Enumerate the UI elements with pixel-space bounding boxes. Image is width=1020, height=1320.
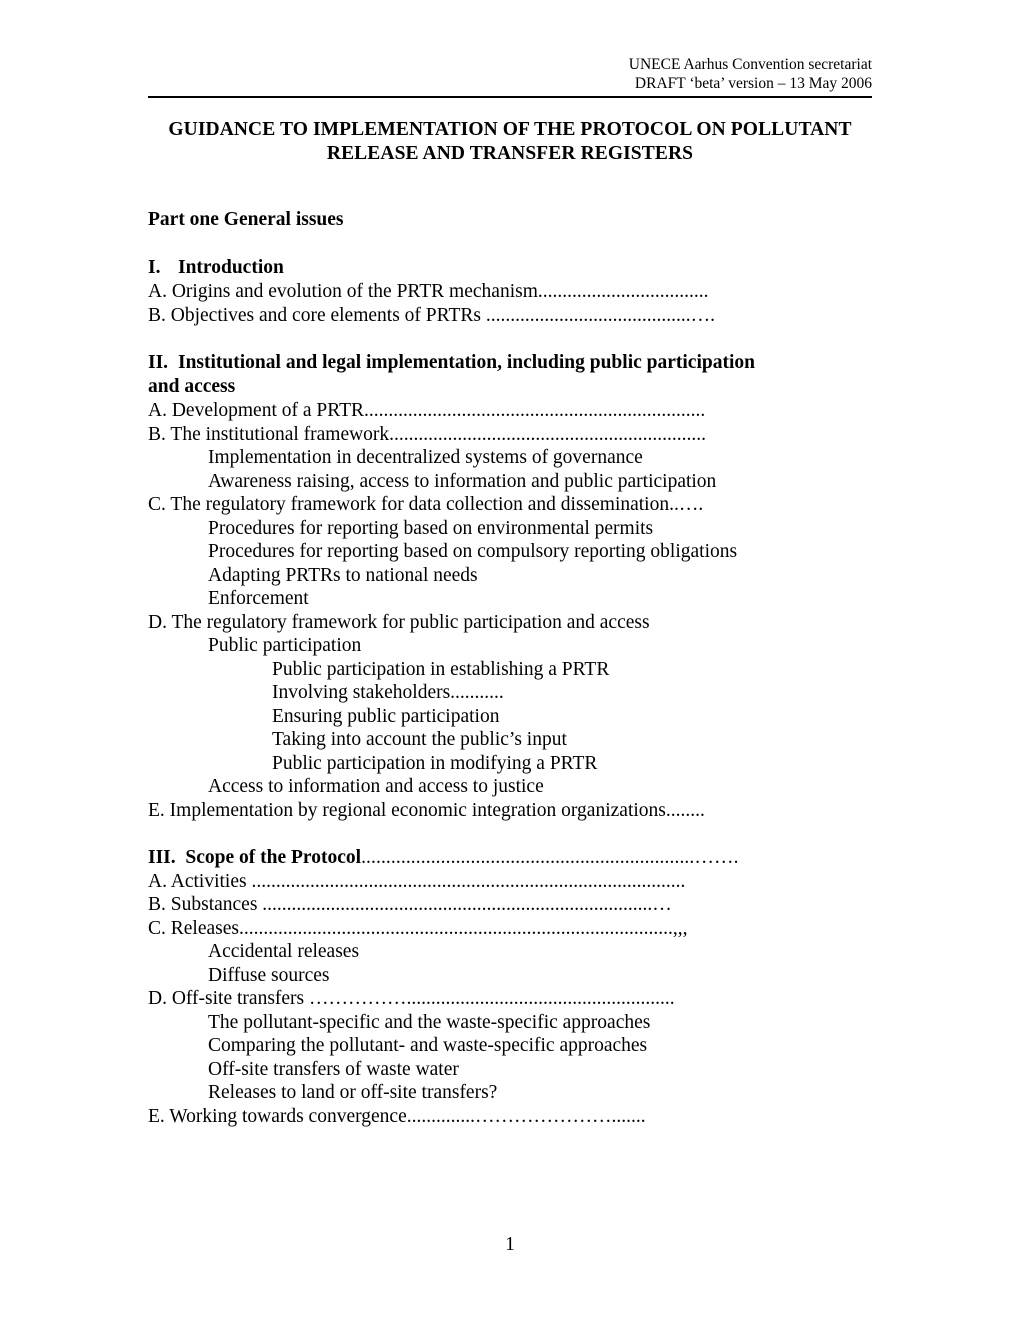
section-title-1: Introduction [178, 257, 284, 278]
page-number: 1 [505, 1234, 515, 1255]
section-heading-1 [148, 256, 888, 280]
section-title-2-line-1: Institutional and legal implementation, including public participation [178, 352, 755, 373]
toc-entry: Public participation [208, 635, 362, 656]
section-3-leader: ...................................................................……. [361, 847, 739, 868]
toc-entry: Public participation in modifying a PRTR [272, 752, 598, 774]
header-organization: UNECE Aarhus Convention secretariat [628, 56, 872, 73]
toc-entry: Ensuring public participation [272, 705, 500, 727]
toc-entry: B. Objectives and core elements of PRTRs ..........................................…. [148, 304, 715, 326]
page-header [148, 55, 872, 93]
toc-entry: Accidental releases [208, 941, 360, 962]
toc-entry: Releases to land or off-site transfers? [208, 1082, 498, 1103]
toc-entry: A. Origins and evolution of the PRTR mechanism................................... [148, 281, 709, 302]
toc-entry: Awareness raising, access to information and public participation [208, 470, 717, 492]
toc-entry: D. Off-site transfers ……………....................................................... [148, 988, 675, 1009]
toc-entry: A. Development of a PRTR...................................................................... [148, 400, 706, 421]
toc-entry: E. Working towards convergence..............…………………....... [148, 1105, 646, 1127]
toc-entry: Access to information and access to justice [208, 776, 544, 797]
toc-entry: The pollutant-specific and the waste-specific approaches [208, 1011, 651, 1033]
toc-entry: Taking into account the public’s input [272, 729, 567, 750]
header-draft-version: DRAFT ‘beta’ version – 13 May 2006 [634, 75, 872, 92]
spacer [148, 232, 888, 256]
toc-entry: Adapting PRTRs to national needs [208, 564, 478, 586]
toc-entry: Off-site transfers of waste water [208, 1058, 459, 1080]
toc-entry: Procedures for reporting based on compulsory reporting obligations [208, 541, 738, 562]
section-number-1: I. [148, 257, 161, 278]
document-title-line-2: RELEASE AND TRANSFER REGISTERS [326, 143, 694, 164]
toc-entry: D. The regulatory framework for public participation and access [148, 611, 650, 633]
toc-entry: B. Substances ................................................................................… [148, 894, 672, 915]
toc-entry: Involving stakeholders........... [272, 682, 504, 703]
toc-entry: Procedures for reporting based on environmental permits [208, 517, 654, 539]
toc-entry: Diffuse sources [208, 964, 330, 986]
section-number-3: III. [148, 847, 176, 868]
document-title-line-1: GUIDANCE TO IMPLEMENTATION OF THE PROTOCOL ON POLLUTANT [168, 119, 852, 140]
toc-entry: E. Implementation by regional economic integration organizations........ [148, 799, 705, 821]
header-divider [148, 96, 872, 98]
toc-entry: Implementation in decentralized systems of governance [208, 447, 643, 468]
part-heading: Part one General issues [148, 209, 344, 230]
section-title-2-line-2: and access [148, 376, 236, 397]
spacer [148, 822, 888, 846]
toc-entry: Comparing the pollutant- and waste-specific approaches [208, 1035, 648, 1056]
section-heading-2 [148, 351, 888, 375]
spacer [148, 327, 888, 351]
section-number-2: II. [148, 352, 169, 373]
toc-entry: B. The institutional framework................................................................. [148, 423, 707, 445]
toc-entry: C. Releases.........................................................................................,,, [148, 917, 688, 939]
section-title-3: Scope of the Protocol [185, 847, 362, 868]
section-heading-3 [148, 846, 888, 870]
toc-entry: Enforcement [208, 588, 309, 609]
toc-entry: A. Activities ......................................................................................... [148, 870, 686, 892]
toc-entry: C. The regulatory framework for data collection and dissemination..…. [148, 494, 704, 515]
toc-entry: Public participation in establishing a PRTR [272, 658, 610, 680]
document-body [148, 118, 888, 1128]
